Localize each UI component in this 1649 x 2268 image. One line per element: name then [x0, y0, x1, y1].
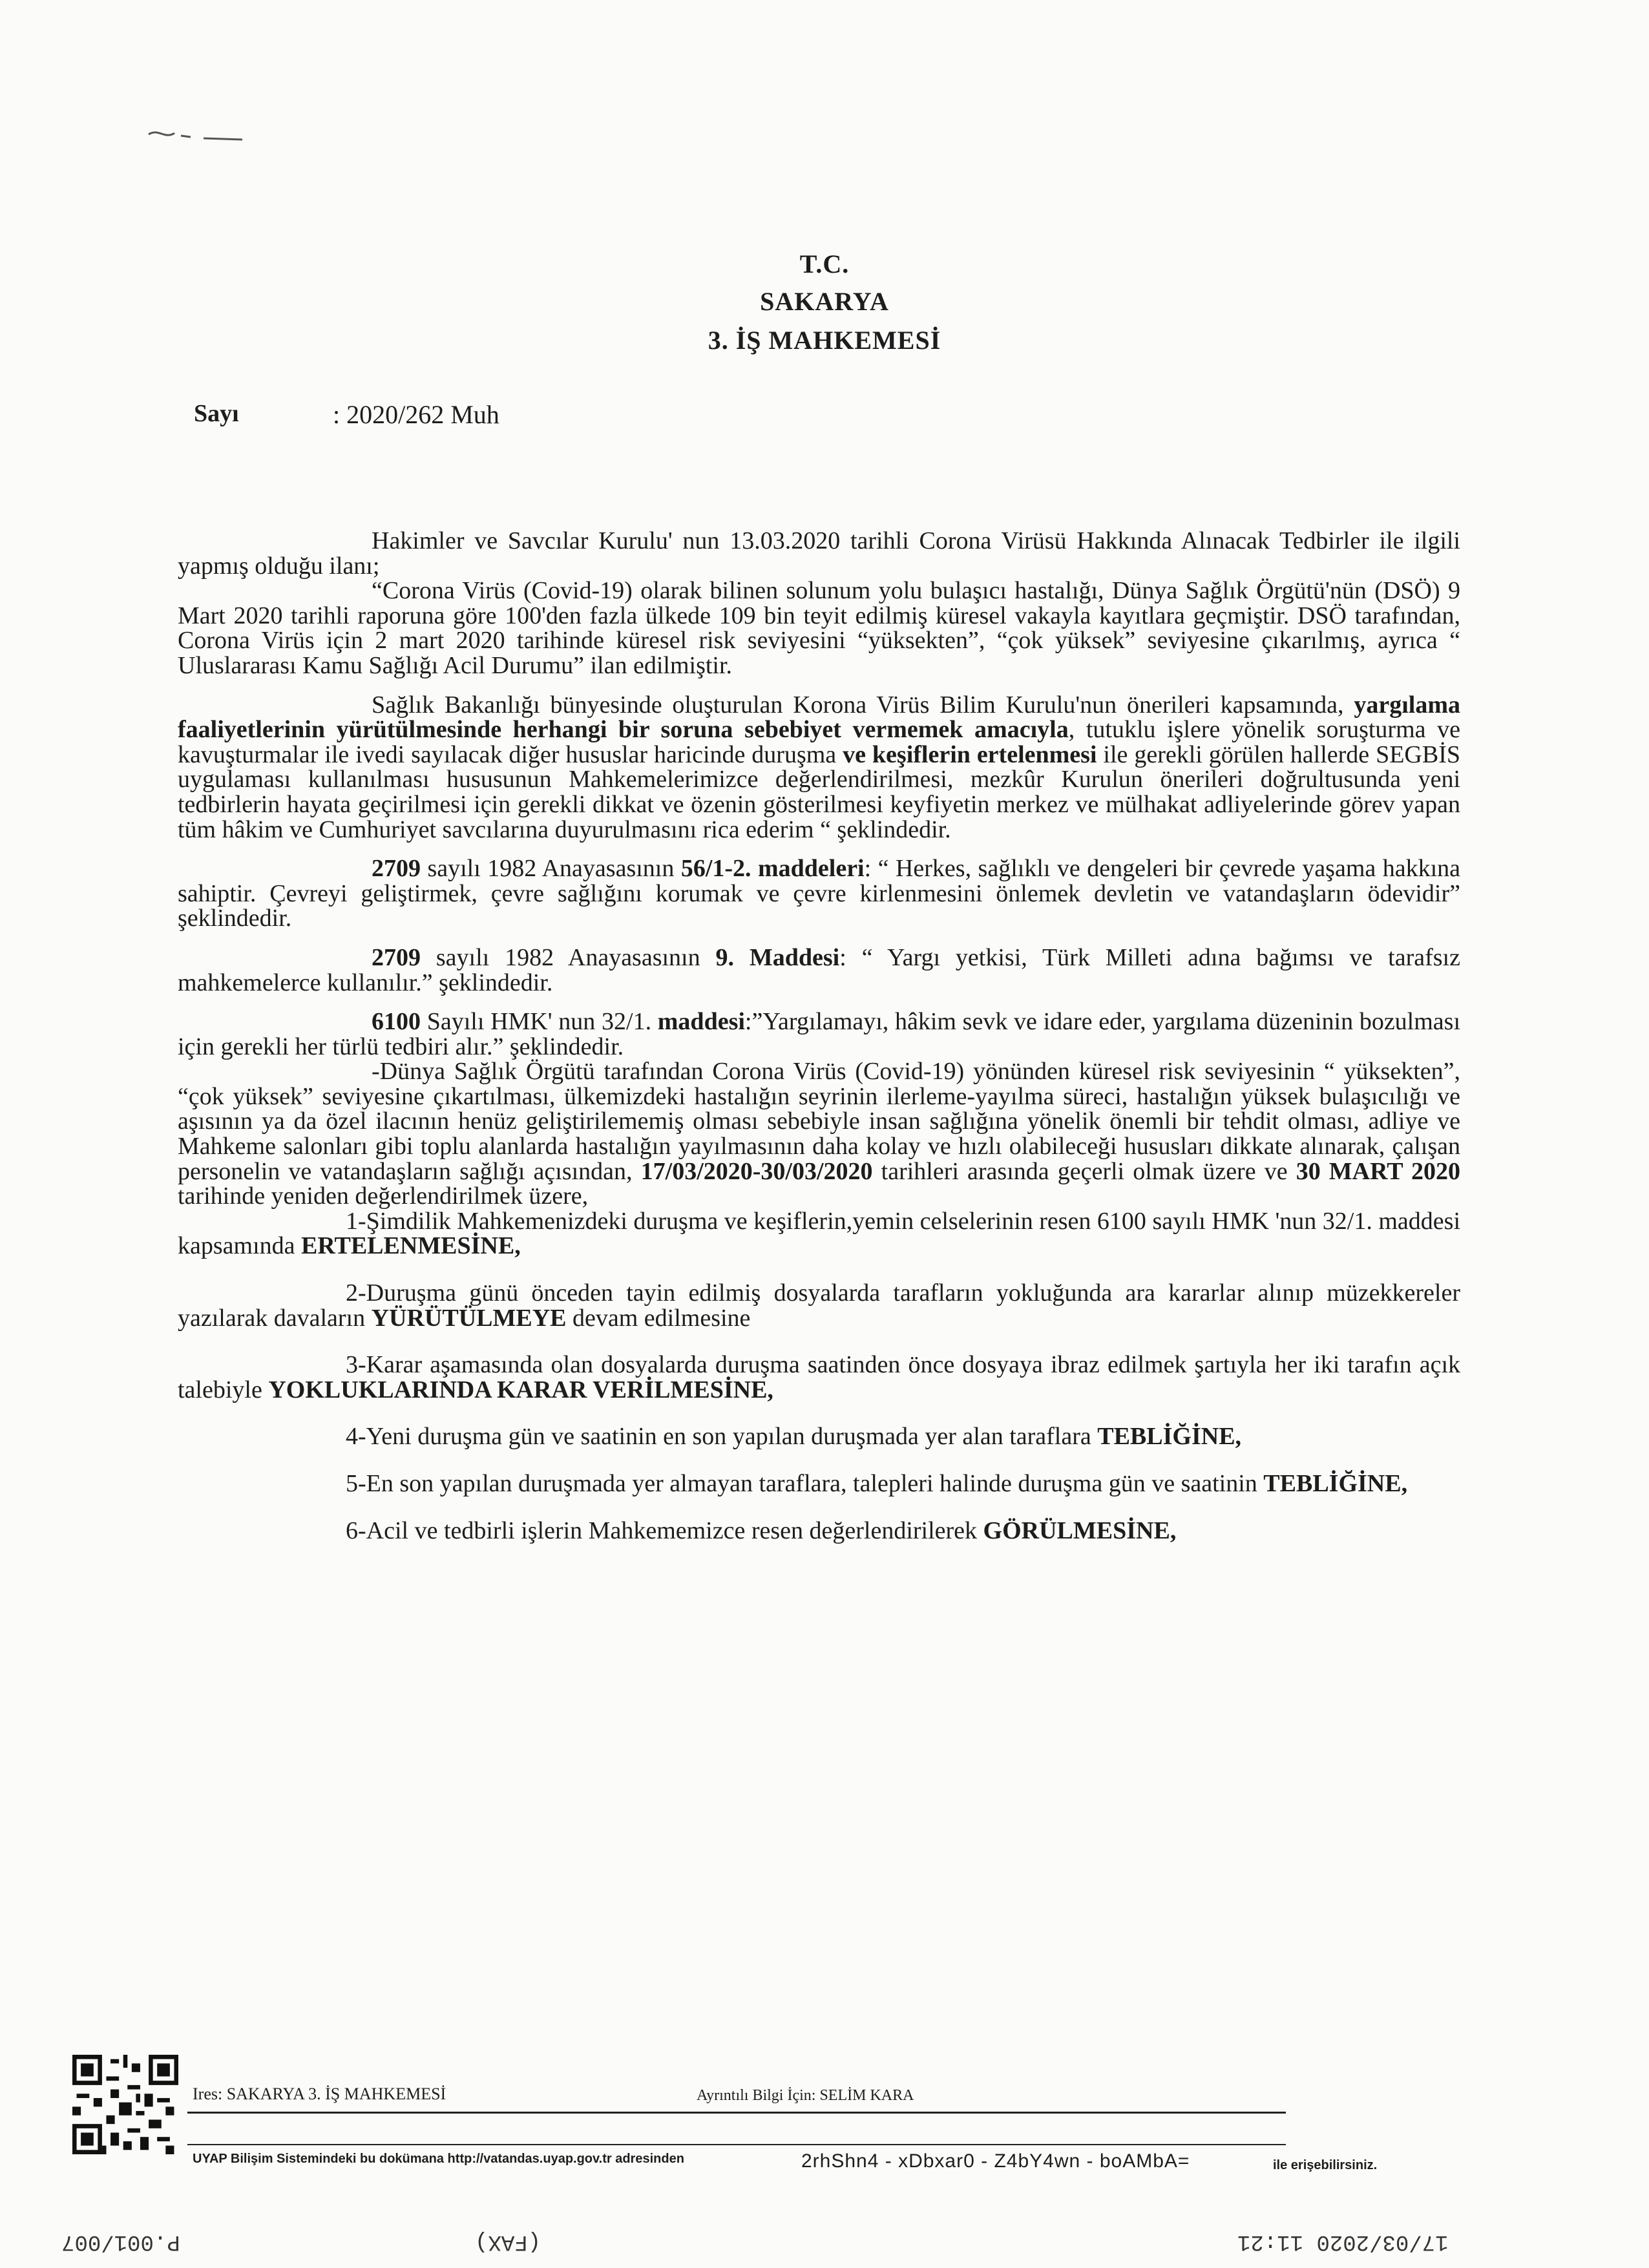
- decision-item-1: 1-Şimdilik Mahkemenizdeki duruşma ve keşiflerin,yemin celselerinin resen 6100 sayılı HMK 'nun 32/1. maddesi kapsamında ERTELENMESİNE,: [178, 1207, 1460, 1260]
- decision-item-3: 3-Karar aşamasında olan dosyalarda duruşma saatinden önce dosyaya ibraz edilmek şartıyla her iki tarafın açık talebiyle YOKLUKLARINDA KARAR VERİLMESİNE,: [178, 1351, 1460, 1403]
- header-city: SAKARYA: [760, 287, 889, 316]
- decision-item-4: 4-Yeni duruşma gün ve saatinin en son yapılan duruşmada yer alan taraflara TEBLİĞİNE,: [346, 1423, 1242, 1451]
- fax-label: (FAX): [475, 2229, 541, 2254]
- footer-verification-code: 2rhShn4 - xDbxar0 - Z4bY4wn - boAMbA=: [801, 2150, 1190, 2172]
- paragraph-anayasa-9: 2709 sayılı 1982 Anayasasının 9. Maddesi: “ Yargı yetkisi, Türk Milleti adına bağımsı ve tarafsız mahkemelerce kullanılır.” şeklindedir.: [178, 943, 1460, 996]
- footer-divider: [187, 2112, 1286, 2114]
- footer-ires: Ires: SAKARYA 3. İŞ MAHKEMESİ: [193, 2084, 446, 2103]
- paragraph-dso: -Dünya Sağlık Örgütü tarafından Corona Virüs (Covid-19) yönünden küresel risk seviyesinin “ yüksekten”, “çok yüksek” seviyesine çıkartılması, ülkemizdeki hastalığın seyrinin ilerleme-yayılma süreci, hastalığın yüksek bulaşıcılığı ve aşısının ya da özel ilacının henüz geliştirilememiş olması sebebiyle insan sağlığına yönelik önemli bir tehdit olması, adliye ve Mahkeme salonları gibi toplu alanlarda hastalığın yayılmasının daha kolay ve hızlı olabileceği hususları dikkate alınarak, çalışan personelin ve vatandaşların sağlığı açısından, 17/03/2020-30/03/2020 tarihleri arasında geçerli olmak üzere ve 30 MART 2020 tarihinde yeniden değerlendirilmek üzere,: [178, 1058, 1460, 1210]
- decision-item-6: 6-Acil ve tedbirli işlerin Mahkememizce resen değerlendirilerek GÖRÜLMESİNE,: [346, 1517, 1177, 1544]
- paragraph-bakanlik: Sağlık Bakanlığı bünyesinde oluşturulan Korona Virüs Bilim Kurulu'nun önerileri kapsamında, yargılama faaliyetlerinin yürütülmesinde herhangi bir soruna sebebiyet vermemek amacıyla, tutuklu işlere yönelik soruşturma ve kavuşturmalar ile ivedi sayılacak diğer hususlar haricinde duruşma ve keşiflerin ertelenmesi ile gerekli görülen hallerde SEGBİS uygulaması kullanılması hususunun Mahkemelerimizce değerlendirilmesi, mezkûr Kurulun önerileri doğrultusunda yeni tedbirlerin hayata geçirilmesi için gerekli dikkat ve özenin gösterilmesi keyfiyetin merkez ve mülhakat adliyelerinde görev yapan tüm hâkim ve Cumhuriyet savcılarına duyurulmasını rica ederim “ şeklindedir.: [178, 691, 1460, 843]
- qr-code-icon: [72, 2055, 178, 2154]
- paragraph-anayasa-56: 2709 sayılı 1982 Anayasasının 56/1-2. maddeleri: “ Herkes, sağlıklı ve dengeleri bir çevrede yaşama hakkına sahiptir. Çevreyi geliştirmek, çevre sağlığını korumak ve çevre kirlenmesini önlemek devletin ve vatandaşların ödevidir” şeklindedir.: [178, 855, 1460, 932]
- decision-item-2: 2-Duruşma günü önceden tayin edilmiş dosyalarda tarafların yokluğunda ara kararlar alınıp müzekkereler yazılarak davaların YÜRÜTÜLMEYE devam edilmesine: [178, 1279, 1460, 1332]
- header-court: 3. İŞ MAHKEMESİ: [708, 326, 941, 355]
- fax-page-number: P.001/007: [61, 2229, 180, 2254]
- paragraph-hmk: 6100 Sayılı HMK' nun 32/1. maddesi:”Yargılamayı, hâkim sevk ve idare eder, yargılama düzeninin bozulması için gerekli her türlü tedbiri alır.” şeklindedir.: [178, 1008, 1461, 1060]
- sayi-value: : 2020/262 Muh: [333, 400, 499, 429]
- footer-access-note: ile erişebilirsiniz.: [1273, 2158, 1378, 2172]
- scan-scribble-mark: [145, 121, 249, 147]
- fax-datetime: 17/03/2020 11:21: [1237, 2229, 1449, 2254]
- paragraph-intro: Hakimler ve Savcılar Kurulu' nun 13.03.2020 tarihli Corona Virüsü Hakkında Alınacak Tedbirler ile ilgili yapmış olduğu ilanı;: [178, 527, 1460, 580]
- footer-uyap-note: UYAP Bilişim Sistemindeki bu dokümana http://vatandas.uyap.gov.tr adresinden: [193, 2152, 684, 2166]
- paragraph-quote: “Corona Virüs (Covid-19) olarak bilinen solunum yolu bulaşıcı hastalığı, Dünya Sağlık Örgütü'nün (DSÖ) 9 Mart 2020 tarihli raporuna göre 100'den fazla ülkede 109 bin teyit edilmiş küresel vakayla kayıtlara geçmiştir. DSÖ tarafından, Corona Virüs için 2 mart 2020 tarihinde küresel risk seviyesini “yüksekten”, “çok yüksek” seviyesine çıkarılmış, ayrıca “ Uluslararası Kamu Sağlığı Acil Durumu” ilan edilmiştir.: [178, 577, 1460, 679]
- document-body: [178, 529, 1460, 1543]
- decision-item-5: 5-En son yapılan duruşmada yer almayan taraflara, talepleri halinde duruşma gün ve saatinin TEBLİĞİNE,: [346, 1470, 1408, 1497]
- sayi-label: Sayı: [194, 400, 239, 427]
- header-country: T.C.: [799, 249, 850, 278]
- footer-contact: Ayrıntılı Bilgi İçin: SELİM KARA: [697, 2087, 914, 2104]
- footer-divider-2: [187, 2144, 1286, 2145]
